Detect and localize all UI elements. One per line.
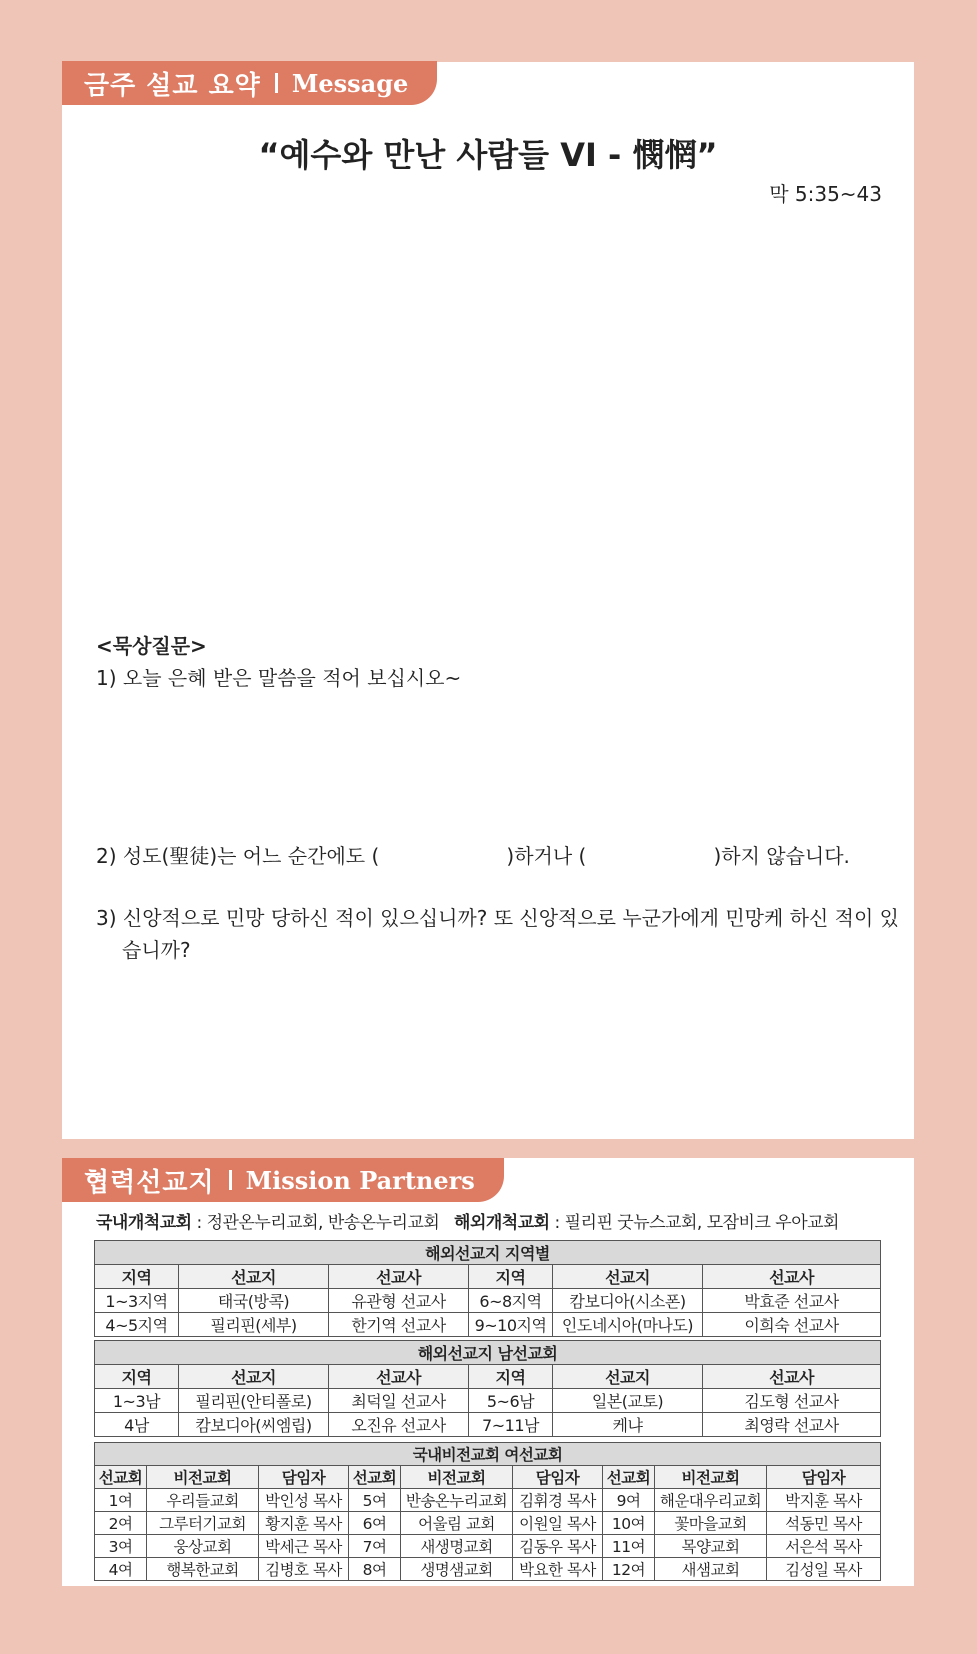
table-cell: 꽃마을교회 (655, 1512, 767, 1535)
meditation-questions-heading: <묵상질문> (96, 634, 207, 658)
column-header: 지역 (469, 1265, 553, 1289)
column-header: 담임자 (767, 1466, 881, 1489)
domestic-vision-church-table (94, 1442, 881, 1581)
table-row (95, 1413, 881, 1437)
table-cell: 해운대우리교회 (655, 1489, 767, 1512)
table-cell: 어울림 교회 (401, 1512, 513, 1535)
overseas-churches-value: : 필리핀 굿뉴스교회, 모잠비크 우아교회 (549, 1213, 839, 1233)
table-cell: 생명샘교회 (401, 1558, 513, 1581)
table-cell: 최영락 선교사 (703, 1413, 881, 1437)
table-cell: 석동민 목사 (767, 1512, 881, 1535)
column-header: 선교사 (703, 1365, 881, 1389)
column-header: 선교지 (553, 1365, 703, 1389)
table-cell: 우리들교회 (147, 1489, 259, 1512)
mission-tab-english: Mission Partners (245, 1165, 475, 1195)
table-cell: 2여 (95, 1512, 147, 1535)
mission-tab-korean: 협력선교지 (84, 1167, 215, 1198)
message-tab-korean: 금주 설교 요약 (84, 70, 261, 101)
table-cell: 8여 (349, 1558, 401, 1581)
overseas-mens-mission-table (94, 1340, 881, 1437)
table-cell: 김병호 목사 (259, 1558, 349, 1581)
overseas-by-region-table (94, 1240, 881, 1337)
column-header: 선교회 (349, 1466, 401, 1489)
table-cell: 필리핀(안티폴로) (179, 1389, 329, 1413)
table-cell: 박지훈 목사 (767, 1489, 881, 1512)
table-cell: 9~10지역 (469, 1313, 553, 1337)
table-row (95, 1558, 881, 1581)
column-header: 선교회 (603, 1466, 655, 1489)
table-cell: 캄보디아(씨엠립) (179, 1413, 329, 1437)
table-cell: 캄보디아(시소폰) (553, 1289, 703, 1313)
table-cell: 9여 (603, 1489, 655, 1512)
table-caption: 해외선교지 남선교회 (95, 1341, 881, 1365)
message-tab-english: Message (291, 68, 409, 98)
table-cell: 김도형 선교사 (703, 1389, 881, 1413)
table-cell: 12여 (603, 1558, 655, 1581)
table-row (95, 1289, 881, 1313)
table-cell: 서은석 목사 (767, 1535, 881, 1558)
table-cell: 5여 (349, 1489, 401, 1512)
tab-separator (229, 1170, 232, 1190)
table-cell: 10여 (603, 1512, 655, 1535)
table-cell: 한기역 선교사 (329, 1313, 469, 1337)
column-header: 선교사 (329, 1365, 469, 1389)
table-cell: 최덕일 선교사 (329, 1389, 469, 1413)
table-cell: 7여 (349, 1535, 401, 1558)
table-row (95, 1512, 881, 1535)
column-header: 선교사 (703, 1265, 881, 1289)
column-header: 지역 (95, 1365, 179, 1389)
table-cell: 필리핀(세부) (179, 1313, 329, 1337)
table-cell: 박세근 목사 (259, 1535, 349, 1558)
table-caption: 국내비전교회 여선교회 (95, 1443, 881, 1466)
table-cell: 박요한 목사 (513, 1558, 603, 1581)
table-cell: 4남 (95, 1413, 179, 1437)
column-header: 지역 (469, 1365, 553, 1389)
table-row (95, 1535, 881, 1558)
table-cell: 3여 (95, 1535, 147, 1558)
column-header: 비전교회 (655, 1466, 767, 1489)
tab-separator (275, 73, 278, 93)
sermon-panel (62, 62, 914, 1139)
table-cell: 인도네시아(마나도) (553, 1313, 703, 1337)
column-header: 지역 (95, 1265, 179, 1289)
table-cell: 김성일 목사 (767, 1558, 881, 1581)
mission-panel (62, 1158, 914, 1586)
mission-section-tab (62, 1158, 504, 1202)
question-2: 2) 성도(聖徒)는 어느 순간에도 ( )하거나 ( )하지 않습니다. (96, 844, 850, 868)
table-cell: 이원일 목사 (513, 1512, 603, 1535)
pioneer-churches-line (96, 1208, 839, 1233)
table-cell: 웅상교회 (147, 1535, 259, 1558)
domestic-churches-label: 국내개척교회 (96, 1213, 192, 1233)
table-cell: 1여 (95, 1489, 147, 1512)
table-cell: 그루터기교회 (147, 1512, 259, 1535)
table-cell: 반송온누리교회 (401, 1489, 513, 1512)
table-cell: 목양교회 (655, 1535, 767, 1558)
table-cell: 새생명교회 (401, 1535, 513, 1558)
column-header: 선교지 (553, 1265, 703, 1289)
column-header: 선교지 (179, 1365, 329, 1389)
table-row (95, 1313, 881, 1337)
message-section-tab (62, 61, 437, 105)
column-header: 선교사 (329, 1265, 469, 1289)
table-cell: 7~11남 (469, 1413, 553, 1437)
overseas-churches-label: 해외개척교회 (454, 1213, 550, 1233)
column-header: 비전교회 (401, 1466, 513, 1489)
table-cell: 11여 (603, 1535, 655, 1558)
table-cell: 유관형 선교사 (329, 1289, 469, 1313)
table-cell: 케냐 (553, 1413, 703, 1437)
table-cell: 일본(교토) (553, 1389, 703, 1413)
table-cell: 박효준 선교사 (703, 1289, 881, 1313)
table-cell: 태국(방콕) (179, 1289, 329, 1313)
question-3: 3) 신앙적으로 민망 당하신 적이 있으십니까? 또 신앙적으로 누군가에게 민망케 하신 적이 있습니까? (96, 906, 899, 962)
table-cell: 1~3지역 (95, 1289, 179, 1313)
column-header: 담임자 (259, 1466, 349, 1489)
table-cell: 행복한교회 (147, 1558, 259, 1581)
table-cell: 4~5지역 (95, 1313, 179, 1337)
table-row (95, 1489, 881, 1512)
table-cell: 5~6남 (469, 1389, 553, 1413)
table-cell: 6여 (349, 1512, 401, 1535)
table-cell: 이희숙 선교사 (703, 1313, 881, 1337)
table-cell: 새샘교회 (655, 1558, 767, 1581)
table-cell: 6~8지역 (469, 1289, 553, 1313)
table-caption: 해외선교지 지역별 (95, 1241, 881, 1265)
table-row (95, 1389, 881, 1413)
column-header: 선교회 (95, 1466, 147, 1489)
table-cell: 김동우 목사 (513, 1535, 603, 1558)
question-1: 1) 오늘 은혜 받은 말씀을 적어 보십시오~ (96, 666, 462, 690)
table-cell: 황지훈 목사 (259, 1512, 349, 1535)
sermon-title: “예수와 만난 사람들 VI - 憫惘” (258, 136, 718, 174)
domestic-churches-value: : 정관온누리교회, 반송온누리교회 (191, 1213, 440, 1233)
column-header: 선교지 (179, 1265, 329, 1289)
table-cell: 4여 (95, 1558, 147, 1581)
table-cell: 박인성 목사 (259, 1489, 349, 1512)
table-cell: 1~3남 (95, 1389, 179, 1413)
scripture-reference: 막 5:35~43 (769, 182, 882, 206)
column-header: 담임자 (513, 1466, 603, 1489)
column-header: 비전교회 (147, 1466, 259, 1489)
table-cell: 오진유 선교사 (329, 1413, 469, 1437)
table-cell: 김휘경 목사 (513, 1489, 603, 1512)
